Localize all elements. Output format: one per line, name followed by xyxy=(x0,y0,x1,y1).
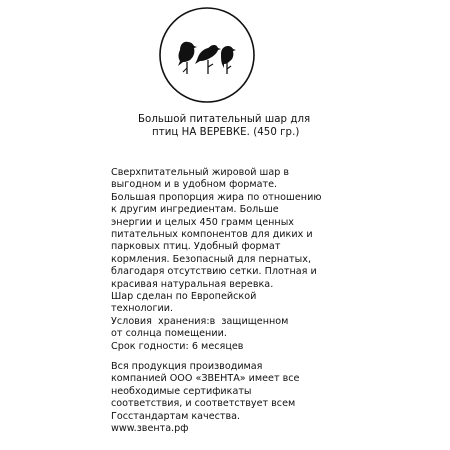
description-line: красивая натуральная веревка. xyxy=(111,278,274,290)
certification-line: Вся продукция производимая xyxy=(111,361,263,372)
description-line: к другим ингредиентам. Больше xyxy=(111,204,279,216)
description-line: питательных компонентов для диких и xyxy=(111,229,313,241)
description-line: благодаря отсутствию сетки. Плотная и xyxy=(111,266,317,278)
certification-line: компанией ООО «ЗВЕНТА» имеет все xyxy=(111,373,300,385)
description-line: Большая пропорция жира по отношению xyxy=(111,191,322,203)
product-description xyxy=(111,167,331,353)
shelf-life-line: Срок годности: 6 месяцев xyxy=(111,340,244,352)
certification-line: Госстандартам качества. xyxy=(111,410,241,422)
product-title-line-1: Большой питательный шар для xyxy=(138,114,311,125)
description-line: технологии. xyxy=(111,303,174,315)
certification-line: соответствия, и соответствует всем xyxy=(111,398,296,410)
description-line: Сверхпитательный жировой шар в xyxy=(111,167,290,178)
description-line: выгодном и в удобном формате. xyxy=(111,179,278,191)
website-url: www.звента.рф xyxy=(111,423,189,435)
description-line: кормления. Безопасный для пернатых, xyxy=(111,253,312,265)
storage-conditions-line: Условия хранения:в защищенном xyxy=(111,315,289,327)
product-title xyxy=(138,114,316,139)
birds-logo-icon xyxy=(158,6,256,104)
certification-note xyxy=(111,361,331,435)
description-line: парковых птиц. Удобный формат xyxy=(111,241,281,253)
description-line: Шар сделан по Европейской xyxy=(111,291,257,303)
product-title-line-2: птиц НА ВЕРЕВКЕ. (450 гр.) xyxy=(152,126,300,138)
certification-line: необходимые сертификаты xyxy=(111,385,252,397)
description-line: энергии и целых 450 грамм ценных xyxy=(111,216,295,228)
storage-conditions-line: от солнца помещении. xyxy=(111,328,227,340)
logo xyxy=(158,6,256,104)
